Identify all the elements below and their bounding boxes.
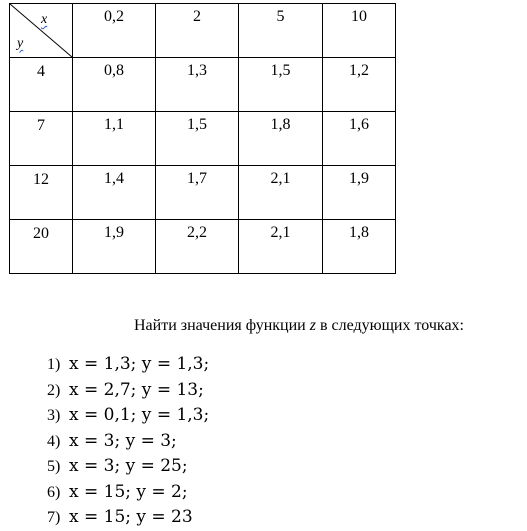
- y-header-value: 12: [33, 171, 49, 188]
- corner-y-label: y: [17, 36, 24, 51]
- table-row: [10, 166, 396, 220]
- y-header-value: 20: [33, 225, 49, 242]
- table-cell: [239, 166, 323, 220]
- point-expression: x = 3; y = 25;: [69, 456, 188, 476]
- list-item: [47, 505, 209, 531]
- y-header-cell: [10, 58, 73, 112]
- list-item: [47, 403, 209, 429]
- function-values-table: [9, 3, 396, 274]
- table-cell: [239, 58, 323, 112]
- cell-value: 0,8: [104, 62, 124, 79]
- table-header-row: [10, 4, 396, 58]
- x-header-value: 10: [351, 8, 367, 25]
- cell-value: 1,4: [104, 170, 124, 187]
- list-item: [47, 352, 209, 378]
- cell-value: 2,1: [270, 170, 291, 187]
- x-header-value: 5: [276, 8, 285, 25]
- x-header-cell: [73, 4, 156, 58]
- table-cell: [323, 166, 396, 220]
- table-cell: [73, 58, 156, 112]
- table-cell: [323, 220, 396, 274]
- corner-cell: [10, 4, 73, 58]
- point-expression: x = 15; y = 23: [69, 507, 193, 527]
- table-cell: [73, 166, 156, 220]
- table-cell: [156, 58, 239, 112]
- list-item-number: 1): [47, 356, 61, 373]
- table-cell: [239, 220, 323, 274]
- task-text-before: Найти значения функции: [134, 317, 310, 334]
- cell-value: 1,6: [349, 116, 369, 133]
- point-expression: x = 1,3; y = 1,3;: [69, 354, 210, 374]
- table-row: [10, 112, 396, 166]
- list-item-number: 7): [47, 509, 61, 526]
- x-header-value: 2: [193, 8, 201, 25]
- cell-value: 2,1: [270, 224, 291, 241]
- table-cell: [156, 112, 239, 166]
- list-item: [47, 378, 209, 404]
- table-cell: [323, 112, 396, 166]
- list-item-number: 3): [47, 407, 61, 424]
- points-list: [47, 352, 209, 531]
- y-header-value: 4: [37, 63, 45, 80]
- list-item-number: 4): [47, 432, 61, 450]
- task-variable: z: [309, 317, 316, 334]
- cell-value: 1,8: [349, 224, 369, 241]
- cell-value: 1,9: [104, 224, 124, 241]
- cell-value: 1,5: [270, 62, 291, 79]
- table-cell: [323, 58, 396, 112]
- cell-value: 1,5: [187, 116, 207, 133]
- y-header-cell: [10, 112, 73, 166]
- data-table-container: [9, 3, 396, 274]
- point-expression: x = 3; y = 3;: [69, 430, 177, 451]
- corner-x-label: x: [41, 12, 48, 27]
- x-header-cell: [156, 4, 239, 58]
- cell-value: 2,2: [187, 224, 207, 241]
- cell-value: 1,1: [104, 116, 124, 133]
- x-header-cell: [323, 4, 396, 58]
- table-cell: [73, 112, 156, 166]
- table-cell: [73, 220, 156, 274]
- task-text-after: в следующих точках:: [315, 317, 464, 334]
- point-expression: x = 0,1; y = 1,3;: [69, 405, 210, 425]
- list-item-number: 6): [47, 483, 61, 501]
- table-cell: [239, 112, 323, 166]
- list-item: [47, 480, 209, 506]
- y-header-cell: [10, 166, 73, 220]
- table-row: [10, 58, 396, 112]
- cell-value: 1,7: [187, 170, 207, 187]
- y-header-value: 7: [37, 117, 45, 134]
- list-item: [47, 429, 209, 455]
- list-item: [47, 454, 209, 480]
- table-cell: [156, 166, 239, 220]
- x-header-value: 0,2: [104, 8, 124, 25]
- y-header-cell: [10, 220, 73, 274]
- point-expression: x = 2,7; y = 13;: [69, 379, 204, 400]
- cell-value: 1,3: [187, 62, 207, 79]
- table-cell: [156, 220, 239, 274]
- task-instruction: [134, 317, 464, 335]
- table-row: [10, 220, 396, 274]
- cell-value: 1,9: [349, 170, 369, 187]
- list-item-number: 2): [47, 381, 61, 399]
- list-item-number: 5): [47, 458, 61, 475]
- cell-value: 1,8: [270, 116, 291, 133]
- point-expression: x = 15; y = 2;: [69, 481, 188, 502]
- x-header-cell: [239, 4, 323, 58]
- cell-value: 1,2: [349, 62, 369, 79]
